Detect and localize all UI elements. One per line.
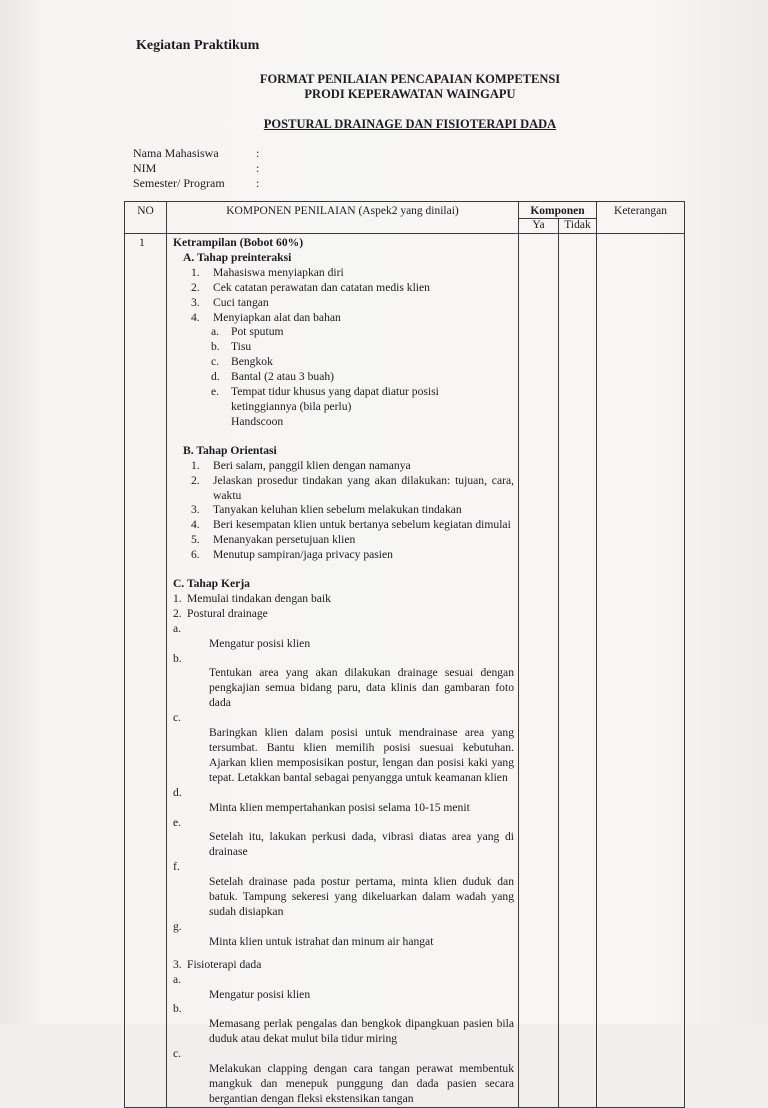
list-item: e. Setelah itu, lakukan perkusi dada, vibrasi diatas area yang di drainase bbox=[173, 815, 514, 859]
ya-cell bbox=[519, 234, 559, 1108]
list-item: a. Pot sputum bbox=[211, 325, 284, 339]
list-item: f. Setelah drainase pada postur pertama, minta klien duduk dan batuk. Tampung sekeresi yang dikeluarkan dalam wadah yang sudah disiapkan bbox=[173, 860, 514, 918]
list-item: 1. Memulai tindakan dengan baik bbox=[173, 591, 331, 605]
section-a-title: A. Tahap preinteraksi bbox=[183, 250, 292, 264]
header-komponen-penilaian: KOMPONEN PENILAIAN (Aspek2 yang dinilai) bbox=[167, 202, 519, 234]
list-item-extra: Handscoon bbox=[231, 414, 284, 428]
section-c-title: C. Tahap Kerja bbox=[173, 577, 250, 591]
list-item: 1. Beri salam, panggil klien dengan namanya bbox=[191, 458, 411, 472]
header-no: NO bbox=[125, 202, 167, 234]
kegiatan-label: Kegiatan Praktikum bbox=[136, 38, 260, 53]
list-item: 5. Menanyakan persetujuan klien bbox=[191, 533, 356, 547]
row-content bbox=[167, 234, 519, 1108]
list-item: c. Baringkan klien dalam posisi untuk mendrainase area yang tersumbat. Bantu klien memilih posisi suesuai kebutuhan. Ajarkan klien memposisikan postur, lengan dan posisi kaki yang tepat. Letakkan bantal sebagai penyangga untuk keamanan klien bbox=[173, 711, 514, 784]
assessment-table bbox=[124, 201, 685, 1108]
field-label: Nama Mahasiswa bbox=[133, 146, 219, 160]
field-colon: : bbox=[256, 161, 260, 175]
list-item: 2. Cek catatan perawatan dan catatan medis klien bbox=[191, 280, 430, 294]
list-item: a. Mengatur posisi klien bbox=[173, 621, 311, 650]
row-number: 1 bbox=[125, 234, 167, 1108]
student-name-field bbox=[133, 146, 260, 161]
list-item: 3. Cuci tangan bbox=[191, 295, 269, 309]
list-item: g. Minta klien untuk istrahat dan minum air hangat bbox=[173, 919, 434, 948]
list-item: b. Tentukan area yang akan dilakukan drainage sesuai dengan pengkajian semua bidang paru, data klinis dan gambaran foto dada bbox=[173, 651, 514, 710]
list-item: c. Melakukan clapping dengan cara tangan perawat membentuk mangkuk dan menepuk punggung dan dada pasien secara bergantian dengan fleksi ekstensikan tangan bbox=[173, 1047, 514, 1105]
header-tidak: Tidak bbox=[559, 219, 597, 234]
tidak-cell bbox=[559, 234, 597, 1108]
list-item: 6. Menutup sampiran/jaga privacy pasien bbox=[191, 548, 393, 562]
list-item: 4. Menyiapkan alat dan bahan bbox=[191, 310, 341, 324]
header-ya: Ya bbox=[519, 219, 559, 234]
list-item: 3. Tanyakan keluhan klien sebelum melakukan tindakan bbox=[191, 503, 462, 517]
list-item: 2. Postural drainage bbox=[173, 606, 268, 620]
field-label: NIM bbox=[133, 161, 157, 175]
list-item: b. Tisu bbox=[211, 340, 252, 354]
section-b-title: B. Tahap Orientasi bbox=[183, 443, 277, 457]
form-title: FORMAT PENILAIAN PENCAPAIAN KOMPETENSI bbox=[259, 72, 561, 86]
list-item: b. Memasang perlak pengalas dan bengkok dipangkuan pasien bila duduk atau dekat mulut bila tidur miring bbox=[173, 1002, 514, 1046]
list-item: 2. Jelaskan prosedur tindakan yang akan dilakukan: tujuan, cara, waktu bbox=[191, 473, 514, 502]
skill-title: Ketrampilan (Bobot 60%) bbox=[173, 236, 304, 249]
list-item: d. Bantal (2 atau 3 buah) bbox=[211, 370, 335, 384]
keterangan-cell bbox=[597, 234, 685, 1108]
program-title: PRODI KEPERAWATAN WAINGAPU bbox=[304, 87, 516, 101]
header-keterangan: Keterangan bbox=[597, 202, 685, 234]
list-item: 3. Fisioterapi dada bbox=[173, 957, 262, 971]
list-item: 1. Mahasiswa menyiapkan diri bbox=[191, 265, 344, 279]
header-komponen: Komponen bbox=[519, 202, 597, 219]
semester-field bbox=[133, 176, 260, 191]
field-colon: : bbox=[256, 146, 260, 160]
list-item: d. Minta klien mempertahankan posisi selama 10-15 menit bbox=[173, 785, 470, 814]
nim-field bbox=[133, 161, 260, 176]
list-item: e. Tempat tidur khusus yang dapat diatur posisi ketinggiannya (bila perlu) bbox=[211, 385, 439, 413]
field-label: Semester/ Program bbox=[133, 176, 225, 190]
list-item: 4. Beri kesempatan klien untuk bertanya sebelum kegiatan dimulai bbox=[191, 518, 511, 532]
list-item: c. Bengkok bbox=[211, 355, 273, 369]
field-colon: : bbox=[256, 176, 260, 190]
procedure-title: POSTURAL DRAINAGE DAN FISIOTERAPI DADA bbox=[263, 117, 557, 131]
list-item: a. Mengatur posisi klien bbox=[173, 972, 311, 1001]
